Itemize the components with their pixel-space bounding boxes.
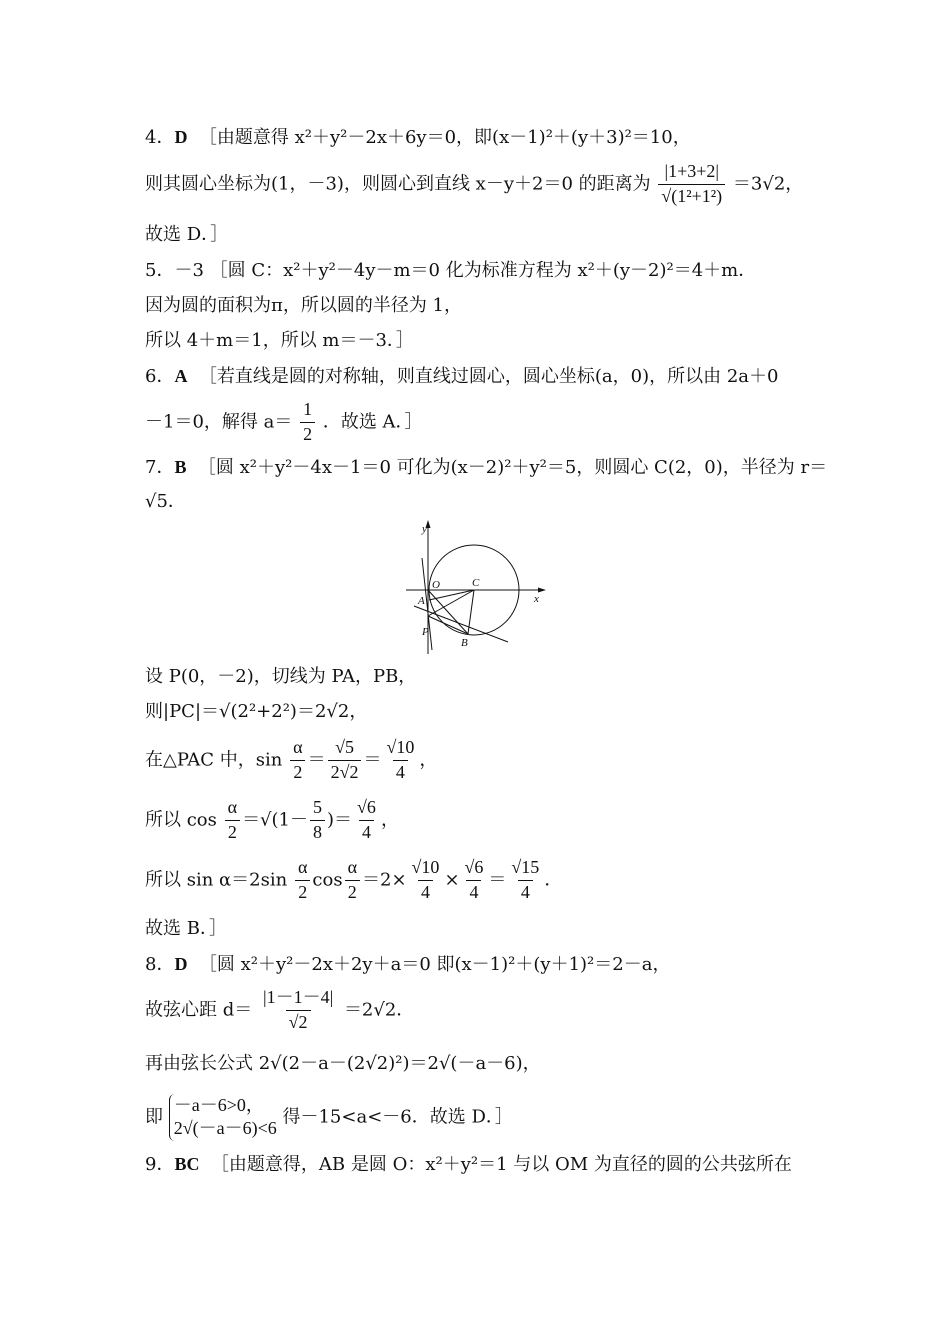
line-9: 9．BC ［由题意得，AB 是圆 O：x²＋y²＝1 与以 OM 为直径的圆的公共弦所在 [145,1154,792,1175]
fraction: $\frac{\alpha}{2}$ [225,798,240,843]
fraction: $\frac{5}{8}$ [310,798,325,843]
fraction: $\frac{√10}{4}$ [411,857,440,902]
line-4b [145,162,803,207]
label-p: P [422,626,429,638]
label-b: B [461,637,468,649]
line-5: 5．－3 ［圆 C：x²＋y²－4y－m＝0 化为标准方程为 x²＋(y－2)²＝4＋m． [145,260,757,281]
line: 所以 4＋m＝1，所以 m＝－3．］ [145,330,414,351]
label-c: C [472,577,480,589]
line: 再由弦长公式 2√(2－a－(2√2)²)＝2√(－a－6)， [145,1053,541,1074]
text: ＝3√2， [732,173,804,195]
line: 故弦心距 d＝ $\frac{|1-1-4|}{√2}$ ＝2√2． [145,987,415,1032]
line: 所以 cos $\frac{\alpha}{2}$ ＝√(1－ $\frac{5}{8}$ )＝ $\frac{√6}{4}$ ， [145,797,399,842]
line-8: 8．D ［圆 x²＋y²－2x＋2y＋a＝0 即(x－1)²＋(y＋1)²＝2－a， [145,954,671,975]
segment-ac [429,590,474,600]
fraction: $\frac{\alpha}{2}$ [290,738,305,783]
fraction: $\frac{1}{2}$ [300,400,315,445]
fraction: $\frac{|1-1-4|}{√2}$ [262,987,334,1032]
fraction: $\frac{\alpha}{2}$ [345,858,360,903]
line: 在△PAC 中，sin $\frac{\alpha}{2}$ ＝ $\frac{√5}{2√2}$ ＝ $\frac{√10}{4}$ ， [145,737,438,782]
line: 故选 D．］ [145,224,229,245]
answer: A [174,366,188,386]
line: 设 P(0，－2)，切线为 PA，PB， [145,666,417,687]
answer: D [174,954,188,974]
line-6: 6．A ［若直线是圆的对称轴，则直线过圆心，圆心坐标(a，0)，所以由 2a＋0 [145,366,779,387]
fraction: $\frac{|1+3+2|}{\text{√(1²+1²)}}$ [658,162,725,207]
label-x: x [534,593,539,605]
segment-pc [428,590,474,616]
fraction: $\frac{√5}{2√2}$ [328,738,362,783]
line: 所以 sin α＝2sin $\frac{\alpha}{2}$ cos $\frac{\alpha}{2}$ ＝2× $\frac{√10}{4}$ × $\frac{√6}{4}$ ＝ $\frac{√15}{4}$ ． [145,857,563,902]
answer: B [174,457,187,477]
circle-tangent-figure [402,518,552,658]
line: √5． [145,491,186,512]
fraction: $\frac{√6}{4}$ [464,857,484,902]
text: ［由题意得 x²＋y²－2x＋6y＝0，即(x－1)²＋(y＋3)²＝10， [198,127,691,148]
line: 因为圆的面积为π，所以圆的半径为 1， [145,295,463,316]
answer: D [174,127,188,147]
fraction: $\frac{√15}{4}$ [511,857,540,902]
label-y: y [422,523,427,535]
fraction: $\frac{√6}{4}$ [357,797,376,842]
label-o: O [432,579,440,591]
x-axis-arrow [538,588,546,593]
line: 则|PC|＝√(2²+2²)＝2√2， [145,701,368,722]
line: 即 －a－6>0， 2√(－a－6)<6 得－15<a<－6．故选 D．］ [145,1094,513,1141]
line-7: 7．B ［圆 x²＋y²－4x－1＝0 可化为(x－2)²＋y²＝5，则圆心 C(2，0)，半径为 r＝ [145,457,828,478]
answer: BC [174,1154,200,1174]
fraction: $\frac{\alpha}{2}$ [295,858,310,903]
line: －1＝0，解得 a＝ $\frac{1}{2}$ ．故选 A．］ [145,399,423,444]
label-a: A [418,595,425,607]
q-number: 4． [145,127,175,148]
fraction: $\frac{√10}{4}$ [386,737,415,782]
system-brace: －a－6>0， 2√(－a－6)<6 [169,1094,277,1141]
line: 故选 B．］ [145,918,227,939]
line-4 [145,128,691,147]
text: 则其圆心坐标为(1，－3)，则圆心到直线 x－y＋2＝0 的距离为 [145,173,651,195]
